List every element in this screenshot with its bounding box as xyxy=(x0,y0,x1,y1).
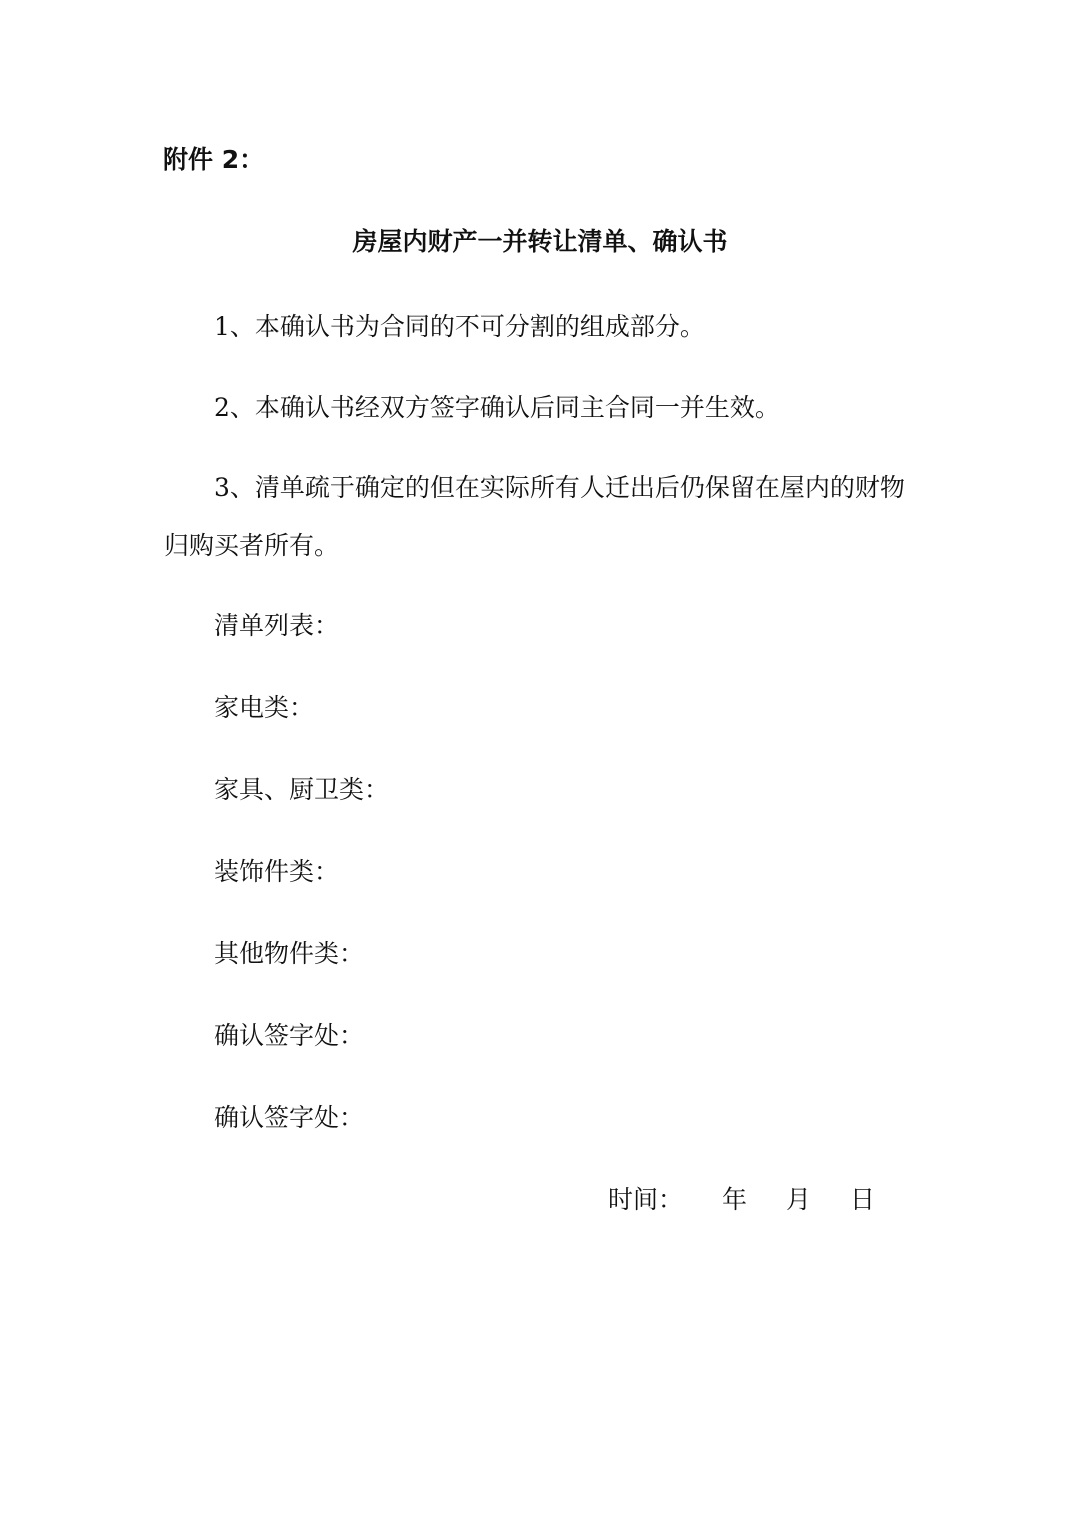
clause-2: 2、本确认书经双方签字确认后同主合同一并生效。 xyxy=(214,393,780,422)
decorations-category: 装饰件类： xyxy=(214,857,340,886)
document-title: 房屋内财产一并转让清单、确认书 xyxy=(352,227,728,256)
clause-1: 1、本确认书为合同的不可分割的组成部分。 xyxy=(214,312,705,341)
other-items-category: 其他物件类： xyxy=(214,939,365,968)
signature-field-1: 确认签字处： xyxy=(214,1021,365,1050)
attachment-label: 附件 2： xyxy=(163,145,265,174)
signature-field-2: 确认签字处： xyxy=(214,1103,365,1132)
date-label: 时间： xyxy=(608,1185,684,1214)
date-day: 日 xyxy=(850,1185,876,1214)
date-year: 年 xyxy=(722,1185,748,1214)
date-month: 月 xyxy=(786,1185,812,1214)
clause-3: 3、清单疏于确定的但在实际所有人迁出后仍保留在屋内的财物归购买者所有。 xyxy=(164,473,905,560)
furniture-kitchen-bath-category: 家具、厨卫类： xyxy=(214,775,390,804)
list-heading: 清单列表： xyxy=(214,611,340,640)
appliances-category: 家电类： xyxy=(214,693,315,722)
